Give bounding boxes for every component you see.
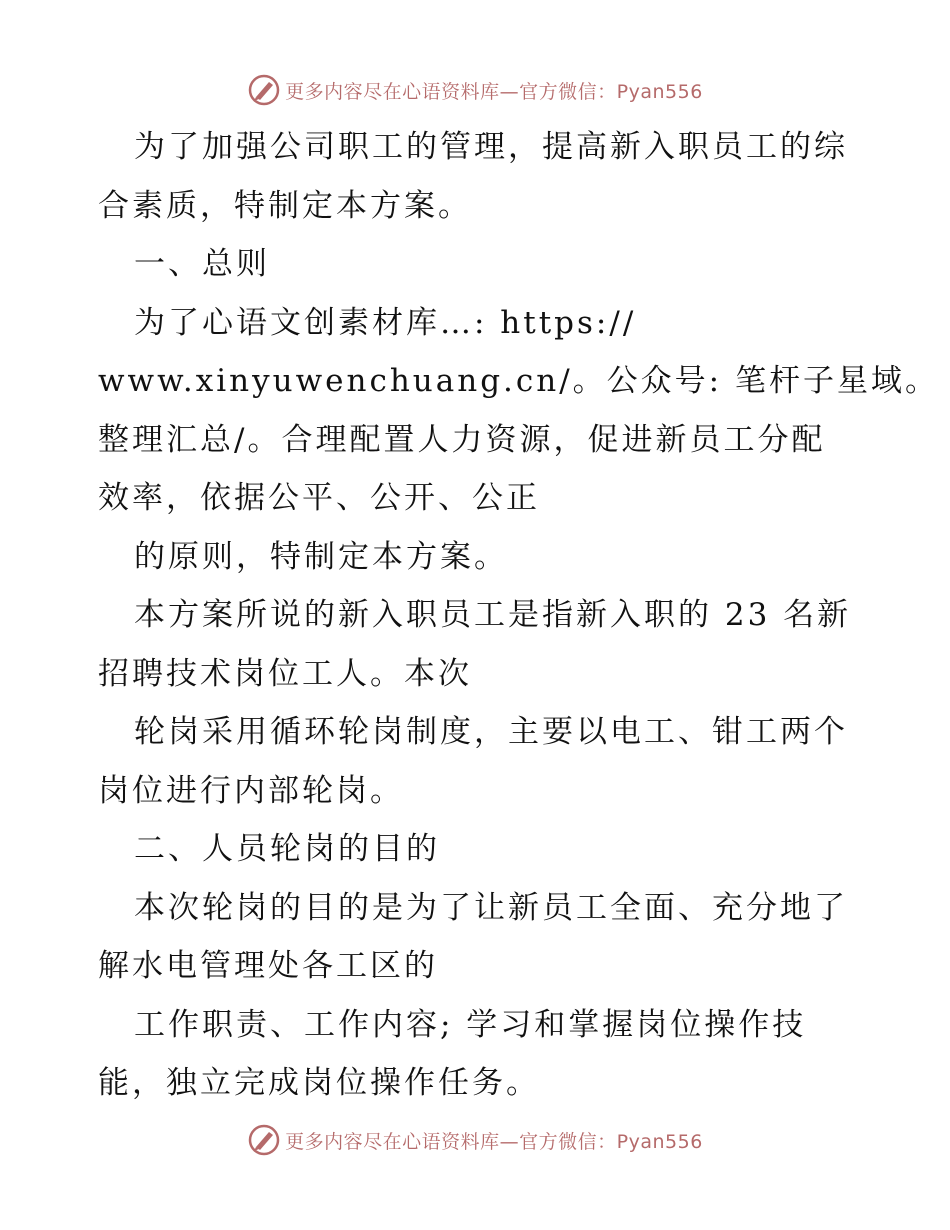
pen-logo-icon: [247, 73, 281, 107]
text-line: 本次轮岗的目的是为了让新员工全面、充分地了: [134, 889, 848, 926]
text-line: 能，独立完成岗位操作任务。: [98, 1065, 540, 1101]
text-line: 工作职责、工作内容; 学习和掌握岗位操作技: [134, 1006, 807, 1043]
text-line: 岗位进行内部轮岗。: [98, 772, 404, 809]
text-line: 轮岗采用循环轮岗制度，主要以电工、钳工两个: [134, 714, 848, 750]
header-watermark-text: 更多内容尽在心语资料库—官方微信：Pyan556: [285, 80, 703, 103]
text-line: 解水电管理处各工区的: [98, 948, 438, 984]
text-line: 的原则，特制定本方案。: [134, 538, 508, 575]
document-body: [98, 118, 939, 1113]
footer-watermark-banner: [0, 1118, 950, 1162]
header-watermark-banner: [0, 68, 950, 112]
text-line: 合素质，特制定本方案。: [98, 187, 472, 224]
pen-logo-icon: [247, 1123, 281, 1157]
text-line: 招聘技术岗位工人。本次: [98, 655, 472, 692]
text-line: 本方案所说的新入职员工是指新入职的 23 名新: [134, 597, 852, 633]
text-line: 为了加强公司职工的管理，提高新入职员工的综: [134, 129, 848, 165]
text-line: 整理汇总/。合理配置人力资源，促进新员工分配: [98, 421, 826, 458]
text-line: 为了心语文创素材库…: https://: [134, 304, 637, 341]
section-heading: 二、人员轮岗的目的: [134, 831, 440, 867]
text-line: 效率，依据公平、公开、公正: [98, 480, 540, 516]
text-line: www.xinyuwenchuang.cn/。公众号: 笔杆子星域。: [98, 363, 939, 399]
footer-watermark-text: 更多内容尽在心语资料库—官方微信：Pyan556: [285, 1130, 703, 1153]
section-heading: 一、总则: [134, 246, 270, 282]
